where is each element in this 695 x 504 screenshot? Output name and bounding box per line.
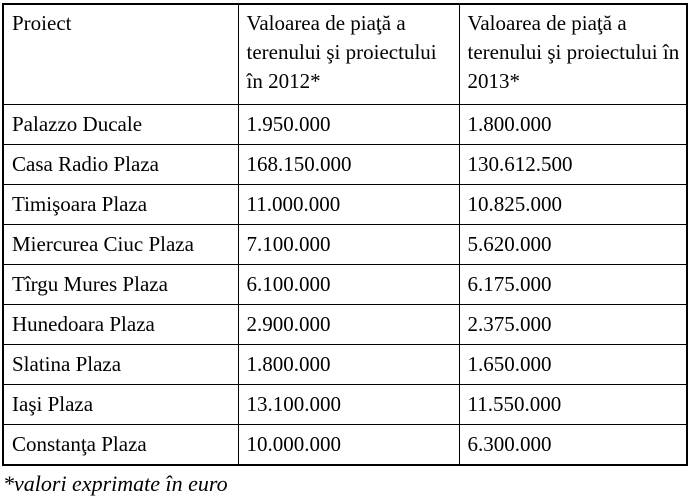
value-2012-cell: 6.100.000 <box>238 265 459 305</box>
project-cell: Tîrgu Mures Plaza <box>3 265 238 305</box>
value-2013-cell: 6.300.000 <box>459 425 687 466</box>
column-header-value-2012: Valoarea de piaţă a terenului şi proiectului în 2012* <box>238 4 459 105</box>
table-row <box>3 145 687 185</box>
value-2013-cell: 6.175.000 <box>459 265 687 305</box>
table-row <box>3 225 687 265</box>
column-header-project: Proiect <box>3 4 238 105</box>
value-2013-cell: 11.550.000 <box>459 385 687 425</box>
value-2013-cell: 10.825.000 <box>459 185 687 225</box>
header-row <box>3 4 687 105</box>
table-body <box>3 105 687 466</box>
project-cell: Timişoara Plaza <box>3 185 238 225</box>
table-header <box>3 4 687 105</box>
table-row <box>3 425 687 466</box>
value-2012-cell: 1.800.000 <box>238 345 459 385</box>
value-2012-cell: 168.150.000 <box>238 145 459 185</box>
table-row <box>3 185 687 225</box>
column-header-value-2013: Valoarea de piaţă a terenului şi proiectului în 2013* <box>459 4 687 105</box>
value-2013-cell: 1.800.000 <box>459 105 687 145</box>
value-2012-cell: 13.100.000 <box>238 385 459 425</box>
value-2013-cell: 5.620.000 <box>459 225 687 265</box>
project-cell: Casa Radio Plaza <box>3 145 238 185</box>
table-row <box>3 345 687 385</box>
project-cell: Hunedoara Plaza <box>3 305 238 345</box>
value-2012-cell: 10.000.000 <box>238 425 459 466</box>
table-row <box>3 385 687 425</box>
value-2012-cell: 7.100.000 <box>238 225 459 265</box>
value-2012-cell: 1.950.000 <box>238 105 459 145</box>
value-2013-cell: 1.650.000 <box>459 345 687 385</box>
project-cell: Slatina Plaza <box>3 345 238 385</box>
value-2012-cell: 2.900.000 <box>238 305 459 345</box>
project-values-table <box>2 3 688 466</box>
table-row <box>3 265 687 305</box>
project-cell: Miercurea Ciuc Plaza <box>3 225 238 265</box>
project-cell: Constanţa Plaza <box>3 425 238 466</box>
project-cell: Palazzo Ducale <box>3 105 238 145</box>
project-cell: Iaşi Plaza <box>3 385 238 425</box>
table-row <box>3 105 687 145</box>
table-row <box>3 305 687 345</box>
value-2013-cell: 2.375.000 <box>459 305 687 345</box>
footnote: *valori exprimate în euro <box>3 471 228 496</box>
value-2013-cell: 130.612.500 <box>459 145 687 185</box>
value-2012-cell: 11.000.000 <box>238 185 459 225</box>
